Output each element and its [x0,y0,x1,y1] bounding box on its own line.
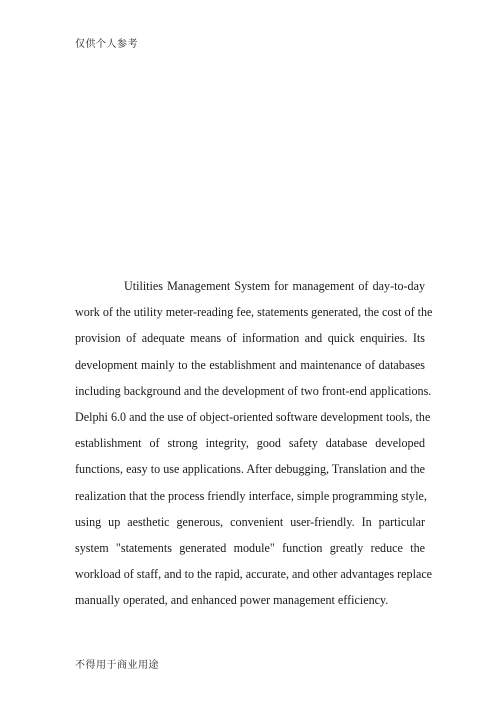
paragraph-line: manually operated, and enhanced power management efficiency. [75,593,389,608]
paragraph-line: realization that the process friendly interface, simple programming style, [75,488,427,503]
footer-note: 不得用于商业用途 [75,660,159,671]
paragraph-line: functions, easy to use applications. After debugging, Translation and the [75,462,425,477]
abstract-paragraph [75,279,433,619]
paragraph-line: provision of adequate means of information and quick enquiries. Its [75,331,425,346]
paragraph-line: including background and the development of two front-end applications. [75,383,432,398]
header-note: 仅供个人参考 [75,39,138,50]
paragraph-line: Utilities Management System for management of day-to-day [124,279,425,293]
paragraph-line: work of the utility meter-reading fee, statements generated, the cost of the [75,305,433,320]
paragraph-line: establishment of strong integrity, good safety database developed [75,436,425,451]
paragraph-line: Delphi 6.0 and the use of object-oriented software development tools, the [75,409,431,424]
paragraph-line: using up aesthetic generous, convenient user-friendly. In particular [75,514,425,529]
paragraph-line: system "statements generated module" function greatly reduce the [75,540,425,555]
paragraph-line: workload of staff, and to the rapid, accurate, and other advantages replace [75,567,433,582]
paragraph-line: development mainly to the establishment and maintenance of databases [75,357,425,372]
